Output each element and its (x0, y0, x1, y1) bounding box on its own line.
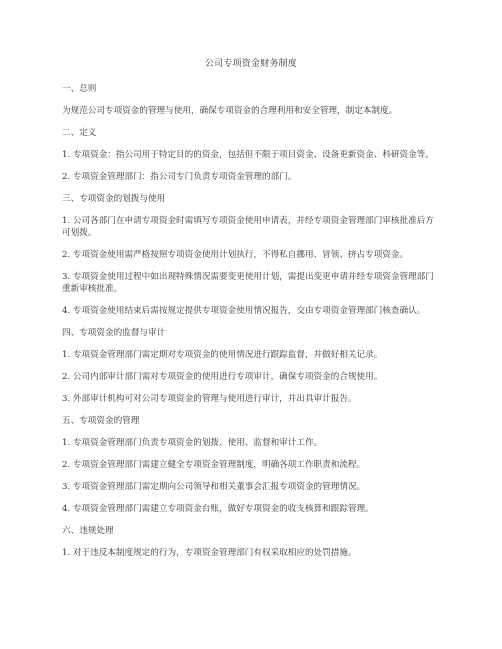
section-definitions (62, 127, 440, 183)
section-heading: 一、总则 (62, 84, 97, 94)
paragraph: 为规范公司专项资金的管理与使用，确保专项资金的合理利用和安全管理，制定本制度。 (62, 106, 398, 116)
paragraph: 3. 专项资金使用过程中如出现特殊情况需要变更使用计划，需提出变更申请并经专项资金管理部门重新审核批准。 (62, 272, 434, 294)
section-heading: 二、定义 (62, 128, 97, 138)
paragraph: 1. 专项资金管理部门负责专项资金的划拨、使用、监督和审计工作。 (62, 438, 323, 448)
paragraph: 2. 专项资金管理部门：指公司专门负责专项资金管理的部门。 (62, 172, 297, 182)
paragraph: 4. 专项资金使用结束后需按规定提供专项资金使用情况报告，交由专项资金管理部门核查确认。 (62, 306, 426, 316)
section-general (62, 83, 440, 117)
section-heading: 四、专项资金的监督与审计 (62, 328, 166, 338)
paragraph: 1. 对于违反本制度规定的行为，专项资金管理部门有权采取相应的处罚措施。 (62, 548, 357, 558)
section-management (62, 415, 440, 515)
section-violations (62, 525, 440, 559)
paragraph: 3. 专项资金管理部门需定期向公司领导和相关董事会汇报专项资金的管理情况。 (62, 482, 366, 492)
paragraph: 1. 专项资金管理部门需定期对专项资金的使用情况进行跟踪监督，并做好相关记录。 (62, 350, 383, 360)
section-supervision (62, 327, 440, 405)
section-heading: 六、违规处理 (62, 526, 114, 536)
paragraph: 1. 专项资金：指公司用于特定目的的资金，包括但不限于项目资金、设备更新资金、科研资金等。 (62, 150, 434, 160)
document-title: 公司专项资金财务制度 (204, 59, 297, 69)
paragraph: 3. 外部审计机构可对公司专项资金的管理与使用进行审计，并出具审计报告。 (62, 394, 357, 404)
paragraph: 2. 专项资金使用需严格按照专项资金使用计划执行，不得私自挪用、冒领、挤占专项资金。 (62, 250, 409, 260)
paragraph: 4. 专项资金管理部门需建立专项资金台账，做好专项资金的收支核算和跟踪管理。 (62, 504, 374, 514)
section-allocation (62, 193, 440, 317)
section-heading: 五、专项资金的管理 (62, 416, 140, 426)
paragraph: 2. 公司内部审计部门需对专项资金的使用进行专项审计，确保专项资金的合规使用。 (62, 372, 383, 382)
paragraph: 2. 专项资金管理部门需建立健全专项资金管理制度，明确各项工作职责和流程。 (62, 460, 366, 470)
section-heading: 三、专项资金的划拨与使用 (62, 194, 166, 204)
paragraph: 1. 公司各部门在申请专项资金时需填写专项资金使用申请表，并经专项资金管理部门审核批准后方可划拨。 (62, 216, 434, 238)
